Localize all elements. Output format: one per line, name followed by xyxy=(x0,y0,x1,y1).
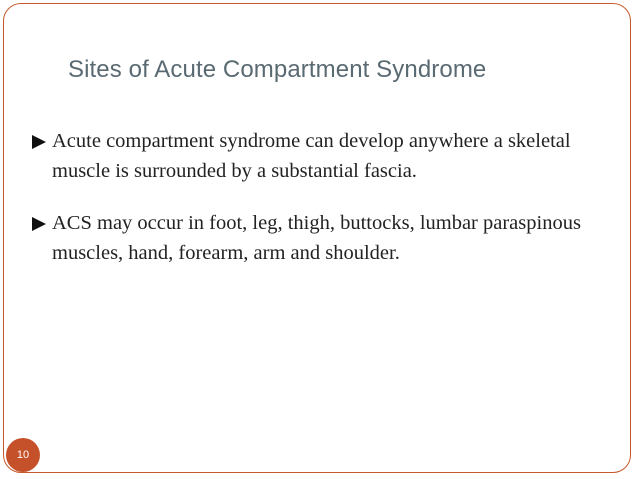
bullet-item xyxy=(30,208,620,268)
slide-title: Sites of Acute Compartment Syndrome xyxy=(68,56,487,83)
bullet-text: Acute compartment syndrome can develop anywhere a skeletal muscle is surrounded by a substantial fascia. xyxy=(52,130,571,182)
bullet-item xyxy=(30,126,620,186)
arrow-bullet-icon xyxy=(32,135,43,149)
bullet-text: ACS may occur in foot, leg, thigh, buttocks, lumbar paraspinous muscles, hand, forearm, arm and shoulder. xyxy=(52,212,581,264)
page-number-badge: 10 xyxy=(6,438,40,472)
arrow-bullet-icon xyxy=(32,217,43,231)
bullet-list xyxy=(30,126,620,290)
